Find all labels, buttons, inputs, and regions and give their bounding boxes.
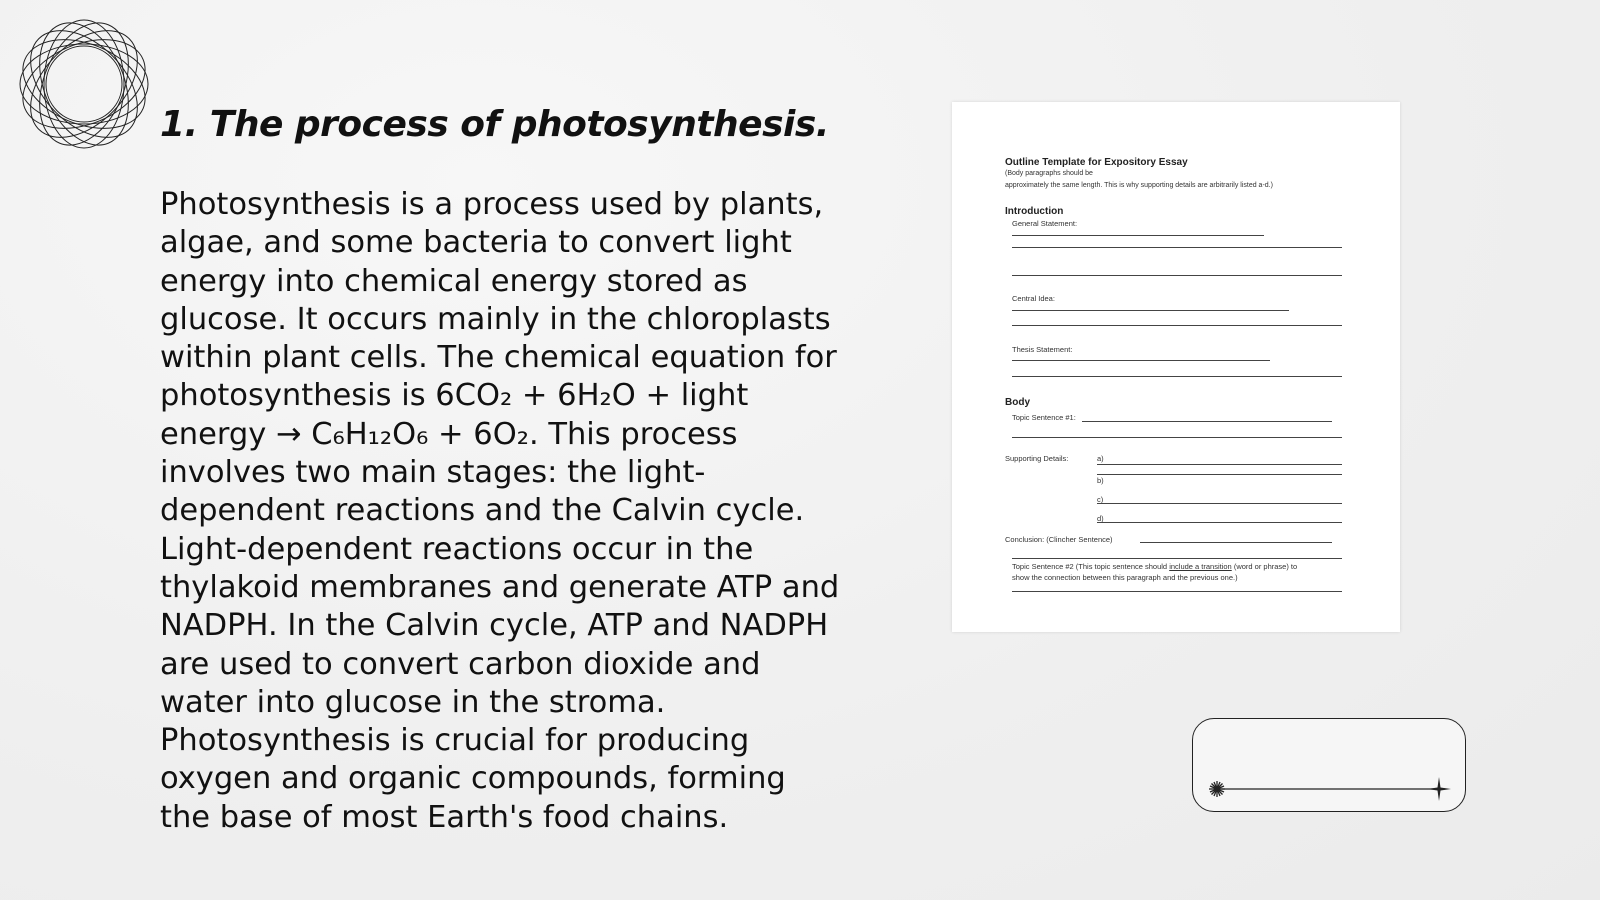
doc-title: Outline Template for Expository Essay — [1005, 157, 1188, 168]
starburst-icon — [1209, 781, 1225, 797]
circular-rings-ornament-icon — [10, 10, 158, 158]
doc-line — [1012, 310, 1289, 311]
doc-line — [1097, 503, 1342, 504]
doc-line — [1012, 235, 1264, 236]
doc-note-line2: approximately the same length. This is why supporting details are arbitrarily listed a-d.) — [1005, 182, 1273, 189]
outline-document-image — [952, 102, 1400, 632]
doc-line — [1097, 522, 1342, 523]
doc-general-statement-label: General Statement: — [1012, 219, 1078, 228]
doc-body-heading: Body — [1005, 397, 1030, 408]
slide-body-text: Photosynthesis is a process used by plants, algae, and some bacteria to convert light energy into chemical energy stored as glucose. It occurs mainly in the chloroplasts within plant cells. The chemical equation for photosynthesis is 6CO₂ + 6H₂O + light energy → C₆H₁₂O₆ + 6O₂. This process involves two main stages: the light-dependent reactions and the Calvin cycle. Light-dependent reactions occur in the thylakoid membranes and generate ATP and NADPH. In the Calvin cycle, ATP and NADPH are used to convert carbon dioxide and water into glucose in the stroma. Photosynthesis is crucial for producing oxygen and organic compounds, forming the base of most Earth's food chains. — [160, 187, 840, 835]
doc-line — [1012, 247, 1342, 248]
doc-intro-heading: Introduction — [1005, 206, 1064, 217]
doc-line — [1012, 376, 1342, 377]
ornament-ring — [10, 10, 157, 157]
doc-line — [1012, 437, 1342, 438]
doc-topic-sentence-1-label: Topic Sentence #1: — [1012, 413, 1076, 422]
doc-thesis-statement-label: Thesis Statement: — [1012, 345, 1073, 354]
doc-detail-a: a) — [1097, 454, 1104, 463]
doc-topic-sentence-2-transition: include a transition — [1169, 562, 1232, 571]
doc-line — [1012, 558, 1342, 559]
doc-central-idea-label: Central Idea: — [1012, 294, 1055, 303]
ornament-inner-circle — [46, 46, 122, 122]
doc-line — [1012, 275, 1342, 276]
doc-note-line1: (Body paragraphs should be — [1005, 170, 1093, 177]
slider-decoration — [1193, 719, 1465, 811]
doc-line — [1012, 325, 1342, 326]
doc-topic-sentence-2-line2: show the connection between this paragraph and the previous one.) — [1012, 573, 1238, 582]
doc-detail-b: b) — [1097, 476, 1104, 485]
doc-conclusion-label: Conclusion: (Clincher Sentence) — [1005, 535, 1113, 544]
doc-supporting-details-label: Supporting Details: — [1005, 454, 1069, 463]
doc-line — [1097, 464, 1342, 465]
doc-line — [1012, 360, 1270, 361]
four-point-star-icon — [1427, 777, 1451, 801]
ornament-ring — [20, 44, 148, 124]
doc-topic-sentence-2-label — [1012, 562, 1297, 571]
doc-line — [1140, 542, 1332, 543]
ornament-ring — [10, 23, 158, 146]
doc-topic-sentence-2-prefix: Topic Sentence #2 (This topic sentence should — [1012, 562, 1170, 571]
ornament-ring — [44, 20, 124, 148]
doc-line — [1097, 474, 1342, 475]
ornament-ring — [23, 10, 146, 158]
ornament-ring — [10, 23, 158, 146]
slide-title: 1. The process of photosynthesis. — [160, 104, 829, 145]
doc-line — [1082, 421, 1332, 422]
doc-detail-d: d) — [1097, 514, 1104, 523]
doc-line — [1012, 591, 1342, 592]
doc-detail-c: c) — [1097, 495, 1104, 504]
ornament-ring — [10, 10, 157, 157]
doc-topic-sentence-2-suffix: (word or phrase) to — [1231, 562, 1298, 571]
decorative-slider-frame — [1192, 718, 1466, 812]
ornament-ring — [23, 10, 146, 158]
